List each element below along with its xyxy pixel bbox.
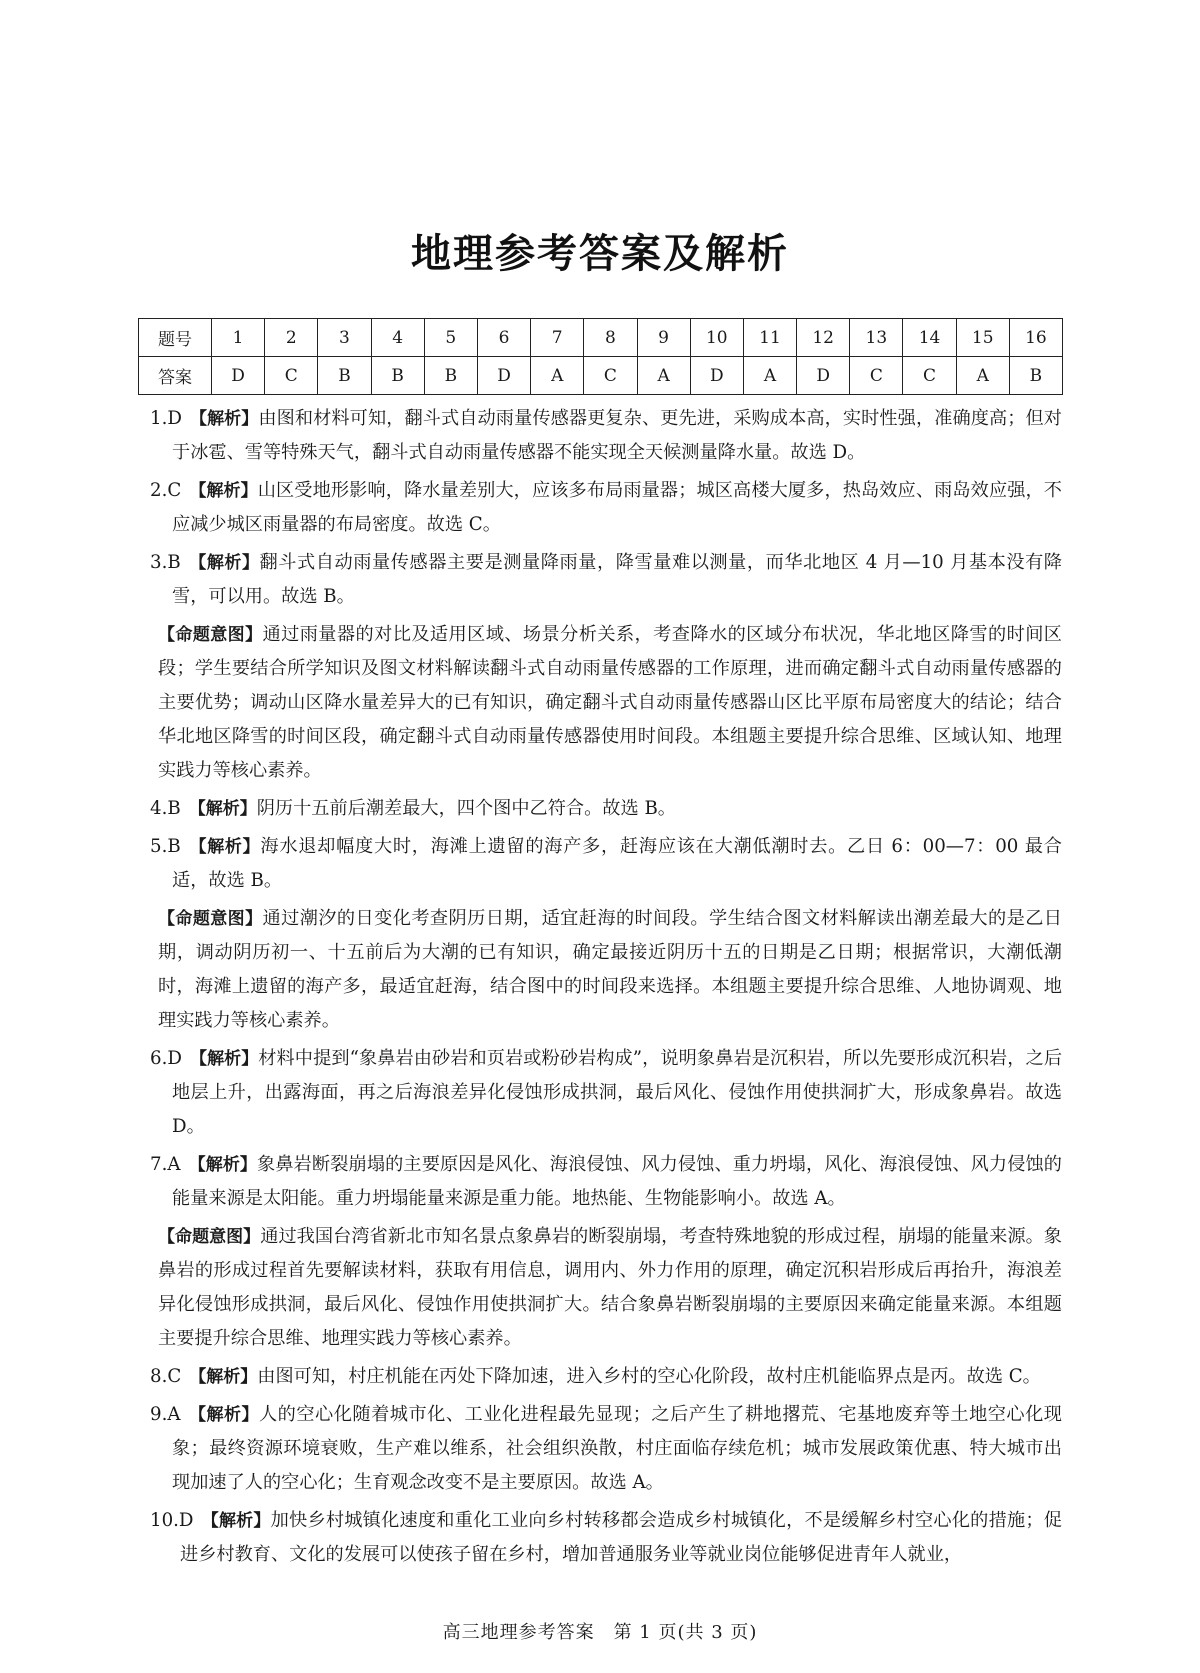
question-number-cell: 14 (903, 319, 956, 357)
question-number-cell: 16 (1009, 319, 1062, 357)
item-number: 4.B (150, 798, 181, 819)
answer-row (139, 357, 1063, 395)
item-number: 1.D (150, 408, 182, 429)
intent-text: 通过潮汐的日变化考查阴历日期，适宜赶海的时间段。学生结合图文材料解读出潮差最大的是乙日期，调动阴历初一、十五前后为大潮的已有知识，确定最接近阴历十五的日期是乙日期；根据常识，大潮低潮时，海滩上遗留的海产多，最适宜赶海，结合图中的时间段来选择。本组题主要提升综合思维、人地协调观、地理实践力等核心素养。 (158, 908, 1062, 1031)
intent-2 (150, 902, 1062, 1038)
answer-cell: A (531, 357, 584, 395)
intent-3 (150, 1220, 1062, 1356)
analysis-label: 【解析】 (189, 1049, 259, 1069)
intent-text: 通过雨量器的对比及适用区域、场景分析关系，考查降水的区域分布状况，华北地区降雪的时间区段；学生要结合所学知识及图文材料解读翻斗式自动雨量传感器的工作原理，进而确定翻斗式自动雨量传感器的主要优势；调动山区降水量差异大的已有知识，确定翻斗式自动雨量传感器山区比平原布局密度大的结论；结合华北地区降雪的时间区段，确定翻斗式自动雨量传感器使用时间段。本组题主要提升综合思维、区域认知、地理实践力等核心素养。 (158, 624, 1062, 781)
item-q1 (150, 402, 1062, 470)
item-text: 材料中提到“象鼻岩由砂岩和页岩或粉砂岩构成”，说明象鼻岩是沉积岩，所以先要形成沉积岩，之后地层上升，出露海面，再之后海浪差异化侵蚀形成拱洞，最后风化、侵蚀作用使拱洞扩大，形成象鼻岩。故选 D。 (172, 1048, 1063, 1137)
row-header-answer: 答案 (139, 357, 212, 395)
item-q9 (150, 1398, 1062, 1500)
item-text: 山区受地形影响，降水量差别大，应该多布局雨量器；城区高楼大厦多，热岛效应、雨岛效应强，不应减少城区雨量器的布局密度。故选 C。 (172, 480, 1062, 535)
intent-label: 【命题意图】 (158, 1227, 261, 1247)
question-number-cell: 7 (531, 319, 584, 357)
explanation-content (150, 402, 1062, 1576)
item-q10 (150, 1504, 1062, 1572)
question-number-row (139, 319, 1063, 357)
question-number-cell: 6 (477, 319, 530, 357)
question-number-cell: 1 (212, 319, 265, 357)
item-text: 加快乡村城镇化速度和重化工业向乡村转移都会造成乡村城镇化，不是缓解乡村空心化的措施；促进乡村教育、文化的发展可以使孩子留在乡村，增加普通服务业等就业岗位能够促进青年人就业， (180, 1510, 1062, 1565)
question-number-cell: 15 (956, 319, 1009, 357)
item-number: 8.C (150, 1366, 182, 1387)
question-number-cell: 4 (371, 319, 424, 357)
item-q8 (150, 1360, 1062, 1394)
question-number-cell: 13 (850, 319, 903, 357)
item-number: 3.B (150, 552, 181, 573)
answer-cell: C (903, 357, 956, 395)
answer-cell: B (371, 357, 424, 395)
answer-cell: D (477, 357, 530, 395)
question-number-cell: 2 (265, 319, 318, 357)
intent-label: 【命题意图】 (158, 625, 263, 645)
item-number: 9.A (150, 1404, 181, 1425)
item-text: 人的空心化随着城市化、工业化进程最先显现；之后产生了耕地撂荒、宅基地废弃等土地空心化现象；最终资源环境衰败，生产难以维系，社会组织涣散，村庄面临存续危机；城市发展政策优惠、特大城市出现加速了人的空心化；生育观念改变不是主要原因。故选 A。 (172, 1404, 1062, 1493)
item-q7 (150, 1148, 1062, 1216)
intent-text: 通过我国台湾省新北市知名景点象鼻岩的断裂崩塌，考查特殊地貌的形成过程，崩塌的能量来源。象鼻岩的形成过程首先要解读材料，获取有用信息，调用内、外力作用的原理，确定沉积岩形成后再抬升，海浪差异化侵蚀形成拱洞，最后风化、侵蚀作用使拱洞扩大。结合象鼻岩断裂崩塌的主要原因来确定能量来源。本组题主要提升综合思维、地理实践力等核心素养。 (158, 1226, 1062, 1349)
analysis-label: 【解析】 (189, 1367, 258, 1387)
intent-1 (150, 618, 1062, 788)
analysis-label: 【解析】 (188, 1155, 258, 1175)
item-text: 象鼻岩断裂崩塌的主要原因是风化、海浪侵蚀、风力侵蚀、重力坍塌，风化、海浪侵蚀、风力侵蚀的能量来源是太阳能。重力坍塌能量来源是重力能。地热能、生物能影响小。故选 A。 (172, 1154, 1062, 1209)
answer-cell: D (690, 357, 743, 395)
analysis-label: 【解析】 (188, 799, 257, 819)
analysis-label: 【解析】 (188, 837, 261, 857)
item-q2 (150, 474, 1062, 542)
page-title: 地理参考答案及解析 (411, 231, 789, 277)
question-number-cell: 11 (743, 319, 796, 357)
item-number: 10.D (150, 1510, 194, 1531)
item-number: 6.D (150, 1048, 182, 1069)
question-number-cell: 8 (584, 319, 637, 357)
page-footer: 高三地理参考答案 第 1 页(共 3 页) (442, 1622, 758, 1643)
item-q5 (150, 830, 1062, 898)
answer-cell: C (584, 357, 637, 395)
answer-cell: D (212, 357, 265, 395)
analysis-label: 【解析】 (201, 1511, 271, 1531)
item-number: 2.C (150, 480, 182, 501)
answer-cell: C (265, 357, 318, 395)
row-header-number: 题号 (139, 319, 212, 357)
answer-cell: C (850, 357, 903, 395)
item-text: 由图可知，村庄机能在丙处下降加速，进入乡村的空心化阶段，故村庄机能临界点是丙。故选 C。 (257, 1366, 1041, 1387)
item-text: 翻斗式自动雨量传感器主要是测量降雨量，降雪量难以测量，而华北地区 4 月—10 月基本没有降雪，可以用。故选 B。 (172, 552, 1062, 607)
item-number: 5.B (150, 836, 181, 857)
question-number-cell: 10 (690, 319, 743, 357)
item-q4 (150, 792, 1062, 826)
analysis-label: 【解析】 (188, 553, 260, 573)
analysis-label: 【解析】 (189, 481, 258, 501)
answer-cell: B (318, 357, 371, 395)
item-text: 由图和材料可知，翻斗式自动雨量传感器更复杂、更先进，采购成本高，实时性强，准确度高；但对于冰雹、雪等特殊天气，翻斗式自动雨量传感器不能实现全天候测量降水量。故选 D。 (172, 408, 1062, 463)
item-text: 海水退却幅度大时，海滩上遗留的海产多，赶海应该在大潮低潮时去。乙日 6：00—7：00 最合适，故选 B。 (172, 836, 1062, 891)
answer-cell: B (424, 357, 477, 395)
answer-cell: A (637, 357, 690, 395)
question-number-cell: 9 (637, 319, 690, 357)
answer-cell: A (743, 357, 796, 395)
question-number-cell: 12 (797, 319, 850, 357)
answer-cell: B (1009, 357, 1062, 395)
item-number: 7.A (150, 1154, 181, 1175)
item-q3 (150, 546, 1062, 614)
answer-cell: A (956, 357, 1009, 395)
intent-label: 【命题意图】 (158, 909, 263, 929)
analysis-label: 【解析】 (189, 409, 259, 429)
question-number-cell: 5 (424, 319, 477, 357)
item-text: 阴历十五前后潮差最大，四个图中乙符合。故选 B。 (256, 798, 676, 819)
question-number-cell: 3 (318, 319, 371, 357)
item-q6 (150, 1042, 1062, 1144)
answer-table (138, 318, 1063, 395)
answer-cell: D (797, 357, 850, 395)
analysis-label: 【解析】 (188, 1405, 259, 1425)
